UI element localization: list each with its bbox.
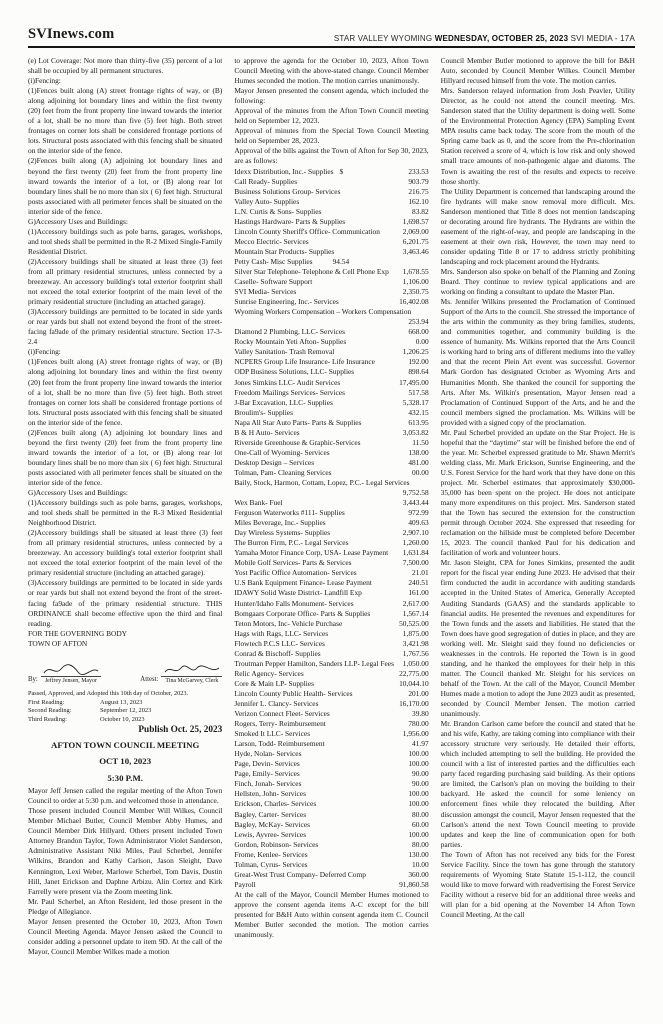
ordinance-paragraph: (e) Lot Coverage: Not more than thirty-five (35) percent of a lot shall be occupied by all permanent structures. [28, 56, 223, 76]
bill-row [234, 789, 428, 799]
bill-item: Rogers, Terry- Reimbursement [234, 719, 326, 729]
dateline [334, 34, 635, 43]
minutes-paragraph: Mr. Brandon Carlson came before the council and stated that he and his wife, Kathy, are taking coming into compliance with their accessory structure very seriously. He detailed their efforts, which included attempting to sell the building. He provided the council with a list of interested parties and the difficulties each party faced regarding purchasing said building. As their options are limited, the Carlson's plan on moving the building to their backyard. He asked the council for some leniency on enforcement fines while they relocated the building. After discussion amongst the council, Mayor Jensen requested that the Carlson's attend the next Town Council meeting to provide updates and keep the line of communication open for both parties. [440, 719, 635, 849]
reading-row [28, 699, 222, 708]
bill-row [234, 337, 428, 347]
meeting-date: OCT 10, 2023 [99, 756, 152, 767]
clerk-signature [161, 663, 222, 685]
bill-item: Jennifer L. Clancy- Services [234, 699, 319, 708]
bill-item: Larson, Todd- Reimbursement [234, 739, 325, 749]
bill-amount: 898.64 [408, 367, 429, 377]
bill-row [234, 880, 428, 890]
bill-amount: 80.00 [412, 839, 429, 849]
bill-item: B & H Auto- Services [234, 427, 300, 437]
mayor-signature-icon [42, 663, 100, 676]
bill-row [234, 287, 428, 297]
bill-row [234, 568, 428, 578]
ordinance-paragraph: (1)Fences built along (A) street frontage rights of way, or (B) along adjoining lot boundary lines and within the first twenty (20) feet from the front property line inward towards the interior of a lot, shall be no more than five (5) feet high. Both street frontages on corner lots shall be considered frontage portions of lots. Structural posts associated with this fencing shall be situated on the interior side of the fence. [28, 86, 223, 156]
mayor-signature-unit [28, 663, 101, 685]
attest-label: Attest: [140, 675, 159, 683]
bill-item: Gordon, Robinson- Services [234, 839, 319, 849]
bill-amount: 100.00 [408, 829, 429, 839]
bill-item: Riverside Greenhouse & Graphic-Services [234, 437, 361, 447]
bill-amount: 780.00 [408, 719, 429, 729]
bill-amount: 517.58 [408, 387, 429, 397]
minutes-paragraph: to approve the agenda for the October 10, 2023, Afton Town Council Meeting with the above-stated change. Council Member Humes seconded the motion. The motion carries unanimously. [234, 56, 429, 86]
bill-row [234, 257, 428, 267]
bill-item: Frome, Kenlee- Services [234, 849, 308, 859]
clerk-signature-icon [163, 663, 221, 676]
bill-item: Relic Agency- Services [234, 668, 304, 678]
bill-item: Wyoming Workers Compensation – Workers Compensation [234, 307, 412, 317]
reading-date: September 12, 2023 [100, 707, 152, 715]
bill-amount: 1,875.00 [402, 628, 429, 638]
bill-item: Freedom Mailings Services- Services [234, 387, 345, 397]
bill-item: Mobile Golf Services- Parts & Services [234, 558, 352, 568]
bill-amount: 1,767.56 [402, 648, 429, 658]
bill-row [234, 297, 428, 307]
bill-amount: 130.00 [408, 849, 429, 859]
bill-amount: 1,106.00 [402, 277, 429, 287]
column-1 [28, 56, 222, 1018]
bill-item: IDAWY Solid Waste District- Landfill Exp [234, 588, 362, 598]
bill-item: Conrad & Bischoff- Supplies [234, 648, 321, 658]
bill-item: U.S Bank Equipment Finance- Lease Payment [234, 578, 372, 588]
bill-item: Idexx Distribution, Inc.- Supplies [234, 166, 334, 176]
bill-item: Rocky Mountain Yeti Afton- Supplies [234, 337, 347, 347]
bill-item: L.N. Curtis & Sons- Supplies [234, 206, 322, 216]
bill-row [234, 367, 428, 377]
bill-row [234, 870, 428, 880]
bill-amount: 11.50 [412, 437, 429, 447]
ordinance-paragraph: (3)Accessory buildings are permitted to be located in side yards or rear yards but shall not extend beyond the front of the street-facing fa9ade of the primary residential structure. THIS ORDINANCE shall become effective upon the third and final reading. [28, 578, 223, 628]
column-container [0, 48, 663, 1018]
bill-item: Hags with Rags, LLC- Services [234, 628, 329, 638]
bill-row [234, 207, 428, 217]
bill-row [234, 378, 428, 388]
bill-item: Core & Main LP- Supplies [234, 678, 314, 688]
bill-amount: 10,044.10 [399, 678, 429, 688]
bill-row [234, 850, 428, 860]
readings-block [28, 699, 222, 725]
bill-item: Ferguson Waterworks #111- Supplies [234, 508, 345, 518]
mayor-signature [41, 663, 101, 685]
bill-amount: 1,678.55 [402, 266, 429, 276]
ordinance-paragraph: (1)Fences built along (A) street frontage rights of way, or (B) along adjoining lot boundary lines and within the first twenty (20) feet from the front property line inward towards the interior of a lot, shall be no more than five (5) feet high. Both street frontages on corner lots shall be considered frontage portions of lots. Structural posts associated with this fencing shall be situated on the interior side of the fence. [28, 357, 223, 427]
bill-amount: 3,421.98 [402, 638, 429, 648]
minutes-paragraph: Mayor Jensen presented the consent agenda, which included the following: [234, 86, 429, 106]
bill-item: Hellsten, John- Services [234, 789, 306, 799]
bill-amount: 17,495.00 [399, 377, 429, 387]
ordinance-paragraph: (i)Fencing: [28, 76, 61, 86]
bill-row [234, 649, 428, 659]
adopted-line: Passed, Approved, and Adopted this 10th day of October, 2023. [28, 689, 189, 697]
reading-row [28, 707, 222, 716]
bill-row [234, 689, 428, 699]
bill-row [234, 347, 428, 357]
bill-amount: 432.15 [408, 407, 429, 417]
reading-label: Third Reading: [28, 716, 67, 723]
site-name: SVInews.com [28, 26, 115, 42]
ordinance-paragraph: (2)Fences built along (A) adjoining lot boundary lines and beyond the first twenty (20) feet from the front property line inward towards the interior of a lot, or (B) along rear lot boundary lines shall be no more than six ( 6) feet high. Structural posts associated with all perimeter fences shall be situated on the interior side of the fence. [28, 427, 223, 487]
minutes-paragraph: The Utility Department is concerned that landscaping around the fire hydrants will make snow removal more difficult. Mrs. Sanderson mentioned that Title 8 does not mention landscaping or decorating around fire hydrants. The Hydrants are within the easement of the right-of-way, and people are landscaping in the easement at their own risk, However, the town may need to consider updating Title 8 or 17 to address strictly prohibiting landscaping and rock placement around the Hydrants. [440, 186, 635, 266]
bill-item: Business Solutions Group- Services [234, 186, 341, 196]
bill-row [234, 759, 428, 769]
bill-item: Baily, Stock, Harmon, Cottam, Lopez, P.C.- Legal Services [234, 477, 410, 487]
bill-item: SVI Media- Services [234, 287, 297, 297]
bill-amount: 100.00 [408, 789, 429, 799]
ordinance-paragraph: G)Accessory Uses and Buildings: [28, 216, 128, 226]
bill-amount: 1,956.00 [402, 729, 429, 739]
bill-amount: 3,053.82 [402, 427, 429, 437]
bill-amount: 138.00 [408, 447, 429, 457]
bill-row [234, 498, 428, 508]
bill-row [234, 779, 428, 789]
bill-row [234, 468, 428, 478]
ordinance-paragraph: FOR THE GOVERNING BODY [28, 628, 128, 638]
bill-row [234, 769, 428, 779]
bill-item: Bagley, Carter- Services [234, 809, 307, 819]
bill-row [234, 659, 428, 669]
meeting-heading [28, 739, 222, 785]
ordinance-paragraph: (1)Accessory buildings such as pole barns, garages, workshops, and tool sheds shall be permitted in the R-3 Mixed Residential Neighborhood District. [28, 498, 223, 528]
bill-row [234, 267, 428, 277]
bill-amount: 2,350.75 [402, 287, 429, 297]
by-label: By: [28, 675, 38, 683]
bill-row [234, 177, 428, 187]
bill-row [234, 418, 428, 428]
bill-row [234, 709, 428, 719]
bill-item: Lincoln County Sheriff's Office- Communication [234, 226, 380, 236]
bill-row [234, 327, 428, 337]
minutes-paragraph: Council Member Butler motioned to approve the bill for B&H Auto, seconded by Council Member Wilkes. Council Member Hillyard recused himself from the vote. The motion carries. [440, 56, 635, 86]
bill-item: Miles Beverage, Inc.- Supplies [234, 518, 326, 528]
minutes-continued-text [441, 56, 635, 920]
consent-agenda-closing [234, 890, 428, 940]
bill-amount: 10.00 [412, 859, 429, 869]
bill-amount: 192.00 [408, 357, 429, 367]
bill-amount: 90.00 [412, 779, 429, 789]
bill-item: Wex Bank- Fuel [234, 498, 283, 508]
bill-row [234, 528, 428, 538]
ordinance-paragraph: (2)Accessory buildings shall be situated at least three (3) feet from all primary residential structures, unless connected by a breezeway. An accessory building's total exterior footprint shall not exceed the total exterior footprint of the main level of the primary residential structure (including an attached garage). [28, 528, 223, 578]
minutes-paragraph: The Town of Afton has not received any bids for the Forest Service Facility. Since the town has gone through the statutory requirements of Wyoming State Statute 15-1-112, the council would like to move forward with readvertising the Forest Service Facility without a reserve bid for an additional three weeks and will plan for a bid opening at the November 14 Afton Town Council Meeting. At the call [440, 849, 635, 919]
bill-row [234, 538, 428, 548]
bill-row [234, 729, 428, 739]
dateline-location: STAR VALLEY WYOMING [333, 34, 435, 43]
reading-date: October 10, 2023 [100, 716, 145, 723]
bill-row [234, 820, 428, 830]
bill-item: Lewis, Ayvree- Services [234, 829, 307, 839]
bill-item: Jones Simkins LLC- Audit Services [234, 377, 341, 387]
dateline-date: WEDNESDAY, OCTOBER 25, 2023 [434, 34, 569, 43]
bill-amount: 903.79 [408, 176, 429, 186]
bill-item: Silver Star Telephone- Telephone & Cell Phone Exp [234, 266, 389, 276]
column-2 [234, 56, 428, 1018]
bill-item: Petty Cash- Misc Supplies [234, 256, 313, 266]
bill-item: Mecco Electric- Services [234, 236, 309, 246]
bill-row [234, 810, 428, 820]
bill-currency: $ [339, 166, 344, 176]
minutes-paragraph: Mr. Paul Scherbel provided an update on the Star Project. He is hopeful that the “daytime” star will be finished before the end of the year. Mr. Scherbel expressed gratitude to Mr. Shawn Merrit's welding class, Mr. Mark Erickson, Sunrise Engineering, and the U.S. Forest Service for the hard work that they have done on this project. Mr. Scherbel estimates that approximately $30,000-35,000 has been spent on the project. He does not anticipate many more expenditures on this project. Mrs. Sanderson stated that the Town has secured the extension for the construction permit through October 2024. She expressed that reseeding for reclamation on the hillside must be completed before December 15, 2023. The council thanked Paul for his dedication and facilitation of work and volunteer hours. [440, 427, 635, 558]
bill-amount: 100.00 [408, 749, 429, 759]
bill-item: One-Call of Wyoming- Services [234, 447, 330, 457]
bill-item: Finch, Jonah- Services [234, 779, 302, 789]
ordinance-paragraph: G)Accessory Uses and Buildings: [28, 488, 128, 498]
bill-amount: 3,463.46 [402, 246, 429, 256]
bill-amount: 360.00 [408, 869, 429, 879]
bill-amount: 481.00 [408, 457, 429, 467]
minutes-paragraph: Mayor Jeff Jensen called the regular meeting of the Afton Town Council to order at 5:30 p.m. and welcomed those in attendance. [28, 786, 223, 806]
bill-amount: 253.94 [408, 317, 429, 327]
bill-amount: 613.95 [408, 417, 429, 427]
bill-row [234, 629, 428, 639]
bill-item: Lincoln County Public Health- Services [234, 688, 353, 698]
bill-amount: 90.00 [412, 769, 429, 779]
bill-item: Mountain Star Products- Supplies [234, 246, 335, 256]
bill-row [234, 679, 428, 689]
bill-row [234, 398, 428, 408]
signature-block [28, 663, 222, 685]
bill-amount: 0.00 [415, 337, 429, 347]
bill-item: Payroll [234, 879, 256, 889]
bill-row [234, 277, 428, 287]
bill-amount: 00.00 [412, 467, 429, 477]
mayor-name: Jeffrey Jensen, Mayor [41, 676, 101, 685]
bill-item: The Burron Firm, P.C.- Legal Services [234, 538, 349, 548]
bill-amount: 240.51 [408, 578, 429, 588]
bill-item: Tolman, Pam- Cleaning Services [234, 467, 332, 477]
bill-row [234, 548, 428, 558]
bill-amount: 2,617.00 [402, 598, 429, 608]
minutes-paragraph: Approval of the minutes from the Afton Town Council meeting held on September 12, 2023. [234, 106, 429, 126]
bill-row [234, 588, 428, 598]
bill-amount: 21.01 [412, 568, 429, 578]
bill-item: Day Wireless Systems- Supplies [234, 528, 331, 538]
bill-item: Valley Auto- Supplies [234, 196, 300, 206]
reading-date: August 13, 2023 [100, 698, 143, 706]
minutes-paragraph: Approval of minutes from the Special Town Council Meeting held on September 28, 2023. [234, 126, 429, 146]
bill-row [234, 739, 428, 749]
bill-item: Valley Sanitation- Trash Removal [234, 347, 335, 357]
minutes-paragraph: Mrs. Sanderson relayed information from Josh Peavler, Utility Director, as he could not attend the council meeting. Mrs. Sanderson stated that the Utility department is doing well. Some of the Environmental Protection Agency (EPA) Sampling Event MPA results came back today. The score from the mouth of the Spring came back as 0, and the score from the Pre-chlorination Station received a score of 4, which is low risk and only showed small trace amounts of non-pathogenic algae and diatoms. The Town is awaiting the rest of the results and expects to receive those shortly. [440, 86, 635, 186]
bill-item: Hunter/Idaho Falls Monument- Services [234, 598, 354, 608]
bill-item: Diamond 2 Plumbing, LLC- Services [234, 327, 345, 337]
bill-amount: 233.53 [408, 166, 429, 176]
consent-agenda-text [234, 56, 428, 167]
ordinance-text [28, 56, 222, 649]
bill-item: Call Ready- Supplies [234, 176, 298, 186]
bill-amount: 50,525.00 [399, 618, 429, 628]
bill-item: Smoked It LLC- Services [234, 729, 311, 739]
bill-row [234, 197, 428, 207]
bill-row [234, 830, 428, 840]
bills-list [234, 167, 428, 890]
bill-row [234, 799, 428, 809]
bill-amount: 39.80 [412, 709, 429, 719]
bill-amount: 5,328.17 [402, 397, 429, 407]
reading-label: First Reading: [28, 698, 65, 706]
minutes-paragraph: At the call of the Mayor, Council Member Humes motioned to approve the consent agenda items A-C except for the bill presented for B&H Auto within consent agenda item C. Council Member Butler seconded the motion. The motion carries unanimously. [234, 889, 429, 940]
bill-amount: 1,631.84 [402, 548, 429, 558]
bill-item: Page, Devin- Services [234, 759, 300, 769]
bill-row [234, 609, 428, 619]
bill-item: Sunrise Engineering, Inc.- Services [234, 297, 339, 307]
bill-amount: 80.00 [412, 809, 429, 819]
minutes-paragraph: Mrs. Sanderson also spoke on behalf of the Planning and Zoning Board. They continue to review typical applications and are working on finding a consultant to update the Master Plan. [440, 266, 635, 297]
bill-row [234, 187, 428, 197]
bill-item: Caselle- Software Support [234, 277, 313, 287]
bill-item: Teton Motors, Inc- Vehicle Purchase [234, 618, 343, 628]
bill-row [234, 860, 428, 870]
bill-amount: 7,500.00 [402, 558, 429, 568]
meeting-time: 5:30 P.M. [107, 772, 143, 783]
clerk-name: Tina McGarvey, Clerk [161, 676, 222, 685]
bill-item: ODP Business Solutions, LLC- Supplies [234, 367, 355, 377]
bill-amount: 161.00 [408, 588, 429, 598]
ordinance-paragraph: (3)Accessory buildings are permitted to be located in side yards or rear yards but shall not extend beyond the front of the street-facing fa9ade of the primary residential structure. Section 17-3-2.4 [28, 307, 223, 347]
bill-item: Tolman, Cyrus- Services [234, 859, 308, 869]
reading-row [28, 716, 222, 725]
bill-amount: 3,443.44 [402, 498, 429, 508]
reading-label: Second Reading: [28, 707, 72, 715]
bill-amount: 60.00 [412, 819, 429, 829]
bill-row [234, 167, 428, 177]
bill-item: Hyde, Nolan- Services [234, 749, 302, 759]
bill-amount: 94.54 [332, 256, 350, 266]
ordinance-paragraph: (1)Accessory buildings such as pole barns, garages, workshops, and tool sheds shall be permitted in the R-2 Mixed Single-Family Residential District. [28, 226, 223, 256]
minutes-paragraph: Approval of the bills against the Town of Afton for Sep 30, 2023, are as follows: [234, 146, 429, 166]
bill-amount: 972.99 [408, 508, 429, 518]
ordinance-paragraph: (i)Fencing: [28, 347, 61, 357]
clerk-signature-unit [140, 663, 222, 685]
masthead [28, 26, 635, 48]
bill-row [234, 578, 428, 588]
bill-row [234, 428, 428, 438]
bill-amount: 1,260.00 [402, 538, 429, 548]
bill-amount: 201.00 [408, 688, 429, 698]
bill-amount: 2,907.10 [402, 528, 429, 538]
ordinance-paragraph: TOWN OF AFTON [28, 638, 88, 648]
dateline-edition: SVI MEDIA - 17A [568, 34, 635, 43]
bill-row [234, 508, 428, 518]
bill-row [234, 599, 428, 609]
bill-amount: 22,775.00 [399, 668, 429, 678]
bill-amount: 1,050.00 [402, 658, 429, 668]
minutes-paragraph: Ms. Jennifer Wilkins presented the Proclamation of Continued Support of the Arts to the council. She stressed the importance of the arts within the community as they bring families, students, and communities together, and community building is the essence of humanity. Ms. Wilkins reported that the Arts Council is working hard to bring arts of different mediums into the valley and that the recent Plein Art event was successful. Governor Mark Gordon has designated October as Wyoming Arts and Humanities Month. She thanked the council for supporting the Arts. After Ms. Wilkin's presentation, Mayor Jensen read a Proclamation of Continued Support of the Arts, and he and the council members signed the proclamation. Ms. Wilkins will be provided with a signed copy of the proclamation. [440, 297, 635, 427]
bill-row [234, 639, 428, 649]
bill-amount: 16,170.00 [399, 699, 429, 708]
bill-item: Erickson, Charles- Services [234, 799, 317, 809]
column-3 [441, 56, 635, 1018]
bill-item: Napa All Star Auto Parts- Parts & Supplies [234, 417, 362, 427]
bill-row [234, 217, 428, 227]
bill-row [234, 357, 428, 367]
bill-amount: 100.00 [408, 799, 429, 809]
bill-amount: 668.00 [408, 327, 429, 337]
bill-row [234, 518, 428, 528]
ordinance-paragraph: (2)Fences built along (A) adjoining lot boundary lines and beyond the first twenty (20) feet from the front property line inward towards the interior of a lot, or (B) along rear lot boundary lines shall be no more than six ( 6) feet high. Structural posts associated with all perimeter fences shall be situated on the interior side of the fence. [28, 156, 223, 216]
bill-item: Desktop Design – Services [234, 457, 315, 467]
bill-row [234, 448, 428, 458]
bill-item: Hastings Hardware- Parts & Supplies [234, 216, 346, 226]
minutes-paragraph: Mayor Jensen presented the October 10, 2023, Afton Town Council Meeting Agenda. Mayor Jensen asked the Council to consider adding a personnel update to item 9D. At the call of the Mayor, Council Member Wilkes made a motion [28, 916, 223, 956]
bill-row [234, 719, 428, 729]
bill-item: Broulim's- Supplies [234, 407, 293, 417]
minutes-paragraph: Those present included Council Member Will Wilkes, Council Member Michael Butler, Council Member Abby Humes, and Council Member Dirk Hillyard. Others present included Town Attorney Brandon Taylor, Town Administrator Violet Sanderson, Administrative Assistant Niki Miles, Paul Scherbel, Jennifer Wilkins, Brandon and Kathy Carlson, Jason Sleight, Dave Kennington, Lexi Weber, Marlowe Scherbel, Tom Davis, Dustin Hill, Janet Erickson and Daphne Arbizu. Alin Cortez and Kirk Farrelly were present via the Zoom meeting link. [28, 806, 223, 896]
bill-row [234, 619, 428, 629]
ordinance-paragraph: (2)Accessory buildings shall be situated at least three (3) feet from all primary residential structures, unless connected by a breezeway. An accessory building's total exterior footprint shall not exceed the total exterior footprint of the main level of the primary residential structure (including an attached garage). [28, 256, 223, 307]
minutes-paragraph: Mr. Paul Scherbel, an Afton Resident, led those present in the Pledge of Allegiance. [28, 896, 223, 916]
meeting-minutes-intro [28, 786, 222, 957]
bill-amount: 409.63 [408, 518, 429, 528]
bill-item: Flowtech P.C.S LLC- Services [234, 638, 325, 648]
bill-item: Page, Emily- Services [234, 769, 300, 779]
bill-row [234, 307, 428, 327]
bill-row [234, 458, 428, 468]
bill-amount: 216.75 [408, 186, 429, 196]
bill-item: Bomgaars Corporate Office- Parts & Supplies [234, 608, 371, 618]
bill-item: Great-West Trust Company- Deferred Comp [234, 869, 366, 879]
bill-row [234, 247, 428, 257]
bill-amount: 41.97 [412, 739, 429, 749]
bill-amount: 2,069.00 [402, 226, 429, 236]
bill-item: Bagley, McKay- Services [234, 819, 310, 829]
bill-row [234, 699, 428, 709]
bill-amount: 83.82 [412, 206, 429, 216]
bill-amount: 91,860.58 [399, 879, 429, 889]
bill-amount: 16,402.08 [399, 297, 429, 307]
bill-item: Verizon Connect Fleet- Services [234, 709, 330, 719]
bill-row [234, 558, 428, 568]
bill-row [234, 749, 428, 759]
bill-amount: 100.00 [408, 759, 429, 769]
bill-row [234, 388, 428, 398]
bill-amount: 1,206.25 [402, 347, 429, 357]
bill-item: NCPERS Group Life Insurance- Life Insurance [234, 357, 375, 367]
publish-line: Publish Oct. 25, 2023 [138, 724, 223, 735]
bill-row [234, 478, 428, 498]
minutes-paragraph: Mr. Jason Sleight, CPA for Jones Simkins, presented the audit report for the fiscal year ending June 2023. He advised that their firm conducted the audit in accordance with auditing standards accepted in the United States of America, Generally Accepted Auditing Standards (GAAS) and the standards applicable to financial audits. He presented the revenues and expenditures for the Town funds and the assets and liabilities. He stated that the Town does have good segregation of duties in place, and they are working well. Mr. Sleight said they found no deficiencies or weaknesses in the controls. He reported the Town is in good standing, and he thanked the employees for their help in this matter. The Council thanked Mr. Sleight for his services on behalf of the Town. At the call of the Mayor, Council Member Humes made a motion to adopt the June 2023 audit as presented, seconded by Council Member Jensen. The motion carried unanimously. [440, 558, 635, 719]
bill-amount: 9,752.58 [402, 488, 429, 498]
bill-item: Troutman Pepper Hamilton, Sanders LLP- Legal Fees [234, 658, 394, 668]
bill-row [234, 237, 428, 247]
bill-row [234, 840, 428, 850]
bill-amount: 1,698.57 [402, 216, 429, 226]
bill-item: J-Bar Excavation, LLC- Supplies [234, 397, 333, 407]
bill-amount: 162.10 [408, 196, 429, 206]
bill-amount: 1,567.14 [402, 608, 429, 618]
bill-item: Yost Pacific Office Automation- Services [234, 568, 357, 578]
meeting-title: AFTON TOWN COUNCIL MEETING [50, 739, 200, 750]
bill-row [234, 669, 428, 679]
bill-item: Yamaha Motor Finance Corp, USA- Lease Payment [234, 548, 389, 558]
bill-row [234, 438, 428, 448]
bill-amount: 6,201.75 [402, 236, 429, 246]
bill-row [234, 408, 428, 418]
bill-row [234, 227, 428, 237]
